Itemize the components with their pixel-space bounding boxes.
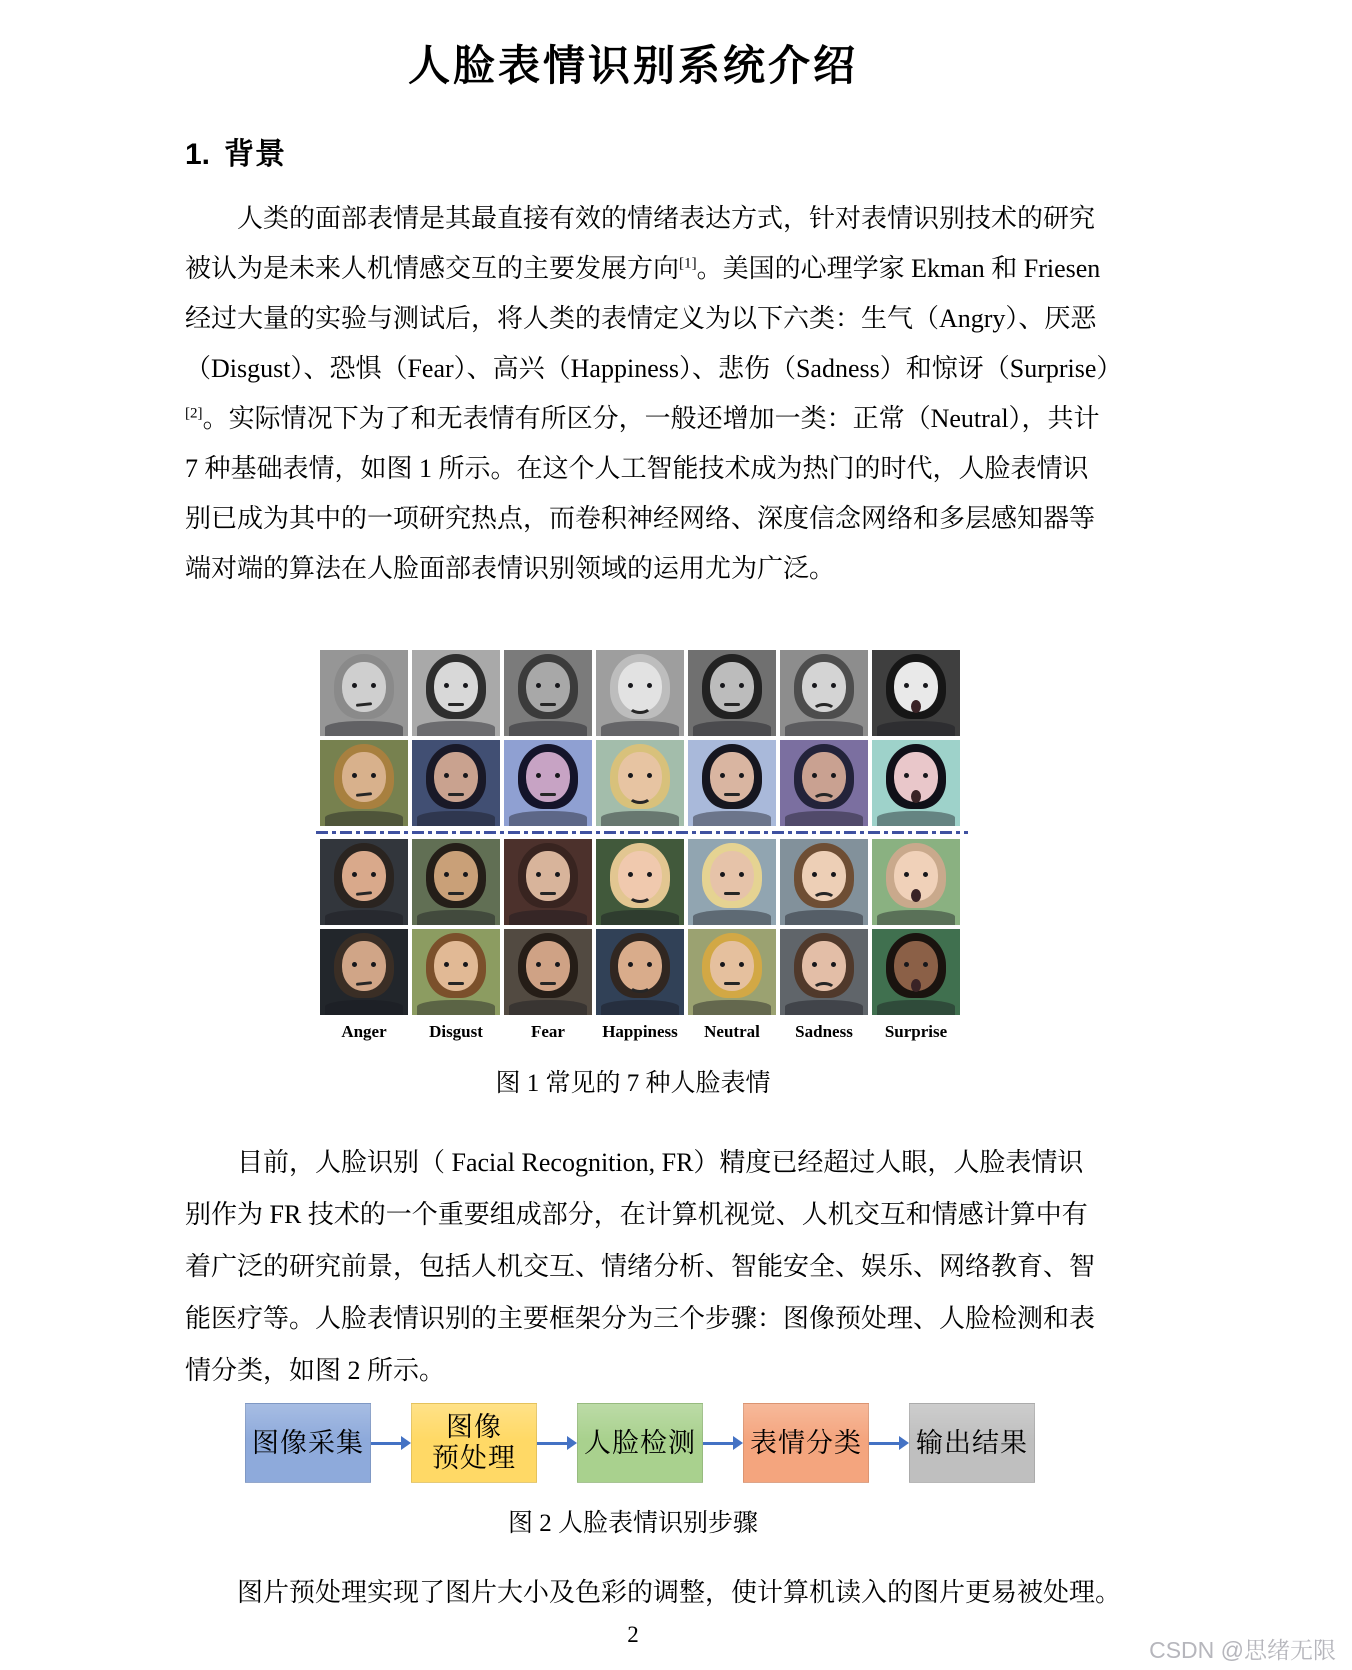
paragraph-preprocessing: [185, 1567, 1122, 1619]
face-eyes: [596, 962, 684, 967]
face-shoulders: [785, 811, 862, 826]
face-photo-sadness: [780, 650, 868, 736]
flow-step-label: 表情分类: [750, 1427, 862, 1458]
paragraph-line: [185, 1189, 1088, 1241]
face-shoulders: [693, 910, 770, 925]
paragraph-line: [185, 1567, 1122, 1619]
face-photo-neutral: [688, 929, 776, 1015]
face-eyes: [780, 962, 868, 967]
text-segment: 着广泛的研究前景，包括人机交互、情绪分析、智能安全、娱乐、网络教育、智: [185, 1252, 1096, 1281]
face-shoulders: [325, 910, 402, 925]
face-photo-sadness: [780, 740, 868, 826]
face-row: [320, 839, 964, 925]
flow-step-label: 输出结果: [916, 1427, 1028, 1458]
face-mouth: [540, 982, 556, 985]
paragraph-line: [185, 1137, 1084, 1189]
face-eyes: [596, 683, 684, 688]
expression-label: Happiness: [602, 1022, 678, 1041]
paragraph-line: [185, 244, 1101, 294]
paragraph-line: [185, 1293, 1096, 1345]
text-segment: 图片预处理实现了图片大小及色彩的调整，使计算机读入的图片更易被处理。: [237, 1578, 1122, 1607]
watermark: CSDN @思绪无限: [1149, 1637, 1336, 1663]
face-photo-happiness: [596, 839, 684, 925]
text-segment: 被认为是未来人机情感交互的主要发展方向: [185, 254, 680, 283]
paragraph-line: [185, 394, 1100, 444]
face-eyes: [320, 683, 408, 688]
page-number: 2: [627, 1622, 639, 1647]
face-photo-happiness: [596, 740, 684, 826]
face-photo-happiness: [596, 929, 684, 1015]
face-eyes: [872, 773, 960, 778]
face-shoulders: [509, 811, 586, 826]
face-mouth: [724, 703, 740, 706]
face-photo-anger: [320, 650, 408, 736]
face-mouth: [911, 790, 921, 803]
face-eyes: [504, 773, 592, 778]
paragraph-line: [185, 494, 1096, 544]
face-mouth: [448, 703, 464, 706]
face-mouth: [540, 793, 556, 796]
face-photo-anger: [320, 929, 408, 1015]
face-mouth: [911, 889, 921, 902]
face-eyes: [320, 872, 408, 877]
face-shoulders: [601, 910, 678, 925]
face-eyes: [412, 773, 500, 778]
face-photo-disgust: [412, 740, 500, 826]
face-mouth: [540, 703, 556, 706]
face-photo-sadness: [780, 839, 868, 925]
face-row: [320, 740, 964, 826]
paragraph-line: [185, 544, 1081, 594]
face-eyes: [872, 962, 960, 967]
citation-superscript: [1]: [679, 255, 697, 272]
face-mouth: [628, 788, 652, 804]
face-shoulders: [509, 1000, 586, 1015]
section-heading: [185, 138, 1081, 172]
face-photo-neutral: [688, 740, 776, 826]
face-eyes: [688, 773, 776, 778]
flow-step-3: [577, 1403, 703, 1483]
face-shoulders: [417, 811, 494, 826]
expression-label: Fear: [531, 1022, 565, 1041]
face-eyes: [412, 683, 500, 688]
flow-step-2: [411, 1403, 537, 1483]
flow-step-label: 预处理: [432, 1443, 516, 1473]
face-photo-sadness: [780, 929, 868, 1015]
face-mouth: [812, 793, 836, 809]
face-eyes: [320, 962, 408, 967]
expression-label: Surprise: [884, 1022, 948, 1041]
paragraph-line: [185, 1241, 1096, 1293]
face-photo-neutral: [688, 650, 776, 736]
face-photo-fear: [504, 929, 592, 1015]
expression-labels-row: [320, 1021, 964, 1043]
face-photo-surprise: [872, 929, 960, 1015]
text-segment: 。实际情况下为了和无表情有所区分，一般还增加一类：正常（Neutral），共计: [202, 404, 1100, 433]
face-photo-surprise: [872, 650, 960, 736]
flow-step-label: 图像采集: [252, 1427, 364, 1458]
face-photo-surprise: [872, 740, 960, 826]
paragraph-line: [185, 344, 1123, 394]
flow-arrow-icon: [703, 1436, 743, 1450]
text-segment: 经过大量的实验与测试后，将人类的表情定义为以下六类：生气（Angry）、厌恶: [185, 304, 1097, 333]
face-eyes: [872, 683, 960, 688]
face-photo-anger: [320, 839, 408, 925]
face-eyes: [688, 872, 776, 877]
face-mouth: [628, 698, 652, 714]
face-shoulders: [877, 1000, 954, 1015]
text-segment: 目前，人脸识别（ Facial Recognition, FR）精度已经超过人眼，人脸表情识: [237, 1148, 1084, 1177]
face-shoulders: [325, 811, 402, 826]
face-shoulders: [693, 721, 770, 736]
face-shoulders: [601, 811, 678, 826]
face-photo-neutral: [688, 839, 776, 925]
face-shoulders: [877, 811, 954, 826]
face-shoulders: [601, 1000, 678, 1015]
face-photo-disgust: [412, 650, 500, 736]
text-segment: 人类的面部表情是其最直接有效的情绪表达方式，针对表情识别技术的研究: [237, 204, 1096, 233]
paragraph-line: [185, 444, 1089, 494]
expression-label: Disgust: [429, 1022, 483, 1041]
face-shoulders: [693, 1000, 770, 1015]
face-photo-fear: [504, 839, 592, 925]
face-photo-happiness: [596, 650, 684, 736]
flow-step-label: 图像: [446, 1412, 502, 1442]
face-shoulders: [509, 910, 586, 925]
face-eyes: [596, 872, 684, 877]
face-photo-surprise: [872, 839, 960, 925]
face-mouth: [448, 892, 464, 895]
face-eyes: [688, 962, 776, 967]
face-shoulders: [785, 721, 862, 736]
flow-step-4: [743, 1403, 869, 1483]
face-mouth: [911, 979, 921, 992]
text-segment: 7 种基础表情，如图 1 所示。在这个人工智能技术成为热门的时代，人脸表情识: [185, 454, 1089, 483]
flow-step-1: [245, 1403, 371, 1483]
expression-label: Sadness: [795, 1022, 853, 1041]
figure-2-caption: 图 2 人脸表情识别步骤: [507, 1510, 758, 1537]
paragraph-line: [185, 294, 1097, 344]
face-mouth: [724, 982, 740, 985]
document-title: 人脸表情识别系统介绍: [407, 42, 858, 89]
face-eyes: [780, 872, 868, 877]
figure-2: [185, 1403, 1081, 1539]
expression-label: Anger: [341, 1022, 387, 1041]
paragraph-line: [185, 1345, 1081, 1397]
face-shoulders: [877, 910, 954, 925]
face-eyes: [872, 872, 960, 877]
figure-1-caption: 图 1 常见的 7 种人脸表情: [495, 1070, 771, 1097]
face-eyes: [780, 683, 868, 688]
face-row: [320, 929, 964, 1015]
flow-step-5: [909, 1403, 1035, 1483]
face-mouth: [812, 982, 836, 998]
face-mouth: [724, 892, 740, 895]
face-eyes: [596, 773, 684, 778]
flow-arrow-icon: [537, 1436, 577, 1450]
flow-arrow-icon: [371, 1436, 411, 1450]
citation-superscript: [2]: [185, 405, 203, 422]
face-eyes: [412, 872, 500, 877]
face-eyes: [780, 773, 868, 778]
paragraph-line: [185, 194, 1096, 244]
face-eyes: [504, 962, 592, 967]
expression-label: Neutral: [704, 1022, 760, 1041]
face-eyes: [504, 872, 592, 877]
face-photo-fear: [504, 740, 592, 826]
paragraph-background: [185, 194, 1123, 594]
face-photo-disgust: [412, 929, 500, 1015]
face-mouth: [812, 892, 836, 908]
face-mouth: [911, 700, 921, 713]
face-mouth: [812, 703, 836, 719]
paragraph-fer-overview: [185, 1137, 1096, 1397]
face-mouth: [628, 887, 652, 903]
face-row: [320, 650, 964, 736]
section-number: 1.: [185, 138, 211, 171]
face-mouth: [540, 892, 556, 895]
face-shoulders: [417, 721, 494, 736]
text-segment: 。美国的心理学家 Ekman 和 Friesen: [696, 254, 1101, 283]
face-shoulders: [325, 721, 402, 736]
flow-step-label: 人脸检测: [584, 1427, 696, 1458]
document-content: [185, 0, 1123, 1619]
face-photo-disgust: [412, 839, 500, 925]
flow-arrow-icon: [869, 1436, 909, 1450]
figure-1: [185, 650, 1081, 1099]
text-segment: 端对端的算法在人脸面部表情识别领域的运用尤为广泛。: [185, 554, 836, 583]
face-shoulders: [785, 910, 862, 925]
face-eyes: [688, 683, 776, 688]
face-mouth: [724, 793, 740, 796]
face-eyes: [412, 962, 500, 967]
fer-steps-flowchart: [245, 1403, 1081, 1483]
face-mouth: [628, 977, 652, 993]
face-shoulders: [601, 721, 678, 736]
face-shoulders: [417, 910, 494, 925]
section-title: 背景: [224, 138, 287, 171]
face-shoulders: [325, 1000, 402, 1015]
face-mouth: [448, 982, 464, 985]
face-mouth: [448, 793, 464, 796]
dataset-divider-line: [316, 831, 968, 834]
face-shoulders: [785, 1000, 862, 1015]
face-shoulders: [693, 811, 770, 826]
face-eyes: [320, 773, 408, 778]
text-segment: 能医疗等。人脸表情识别的主要框架分为三个步骤：图像预处理、人脸检测和表: [185, 1304, 1096, 1333]
face-eyes: [504, 683, 592, 688]
text-segment: 别已成为其中的一项研究热点，而卷积神经网络、深度信念网络和多层感知器等: [185, 504, 1096, 533]
text-segment: 别作为 FR 技术的一个重要组成部分，在计算机视觉、人机交互和情感计算中有: [185, 1200, 1088, 1229]
text-segment: （Disgust）、恐惧（Fear）、高兴（Happiness）、悲伤（Sadness）和惊讶（Surprise）: [185, 354, 1123, 383]
text-segment: 情分类，如图 2 所示。: [185, 1356, 446, 1385]
face-shoulders: [877, 721, 954, 736]
face-expression-grid: [320, 650, 964, 1015]
face-shoulders: [509, 721, 586, 736]
face-shoulders: [417, 1000, 494, 1015]
face-photo-anger: [320, 740, 408, 826]
face-photo-fear: [504, 650, 592, 736]
